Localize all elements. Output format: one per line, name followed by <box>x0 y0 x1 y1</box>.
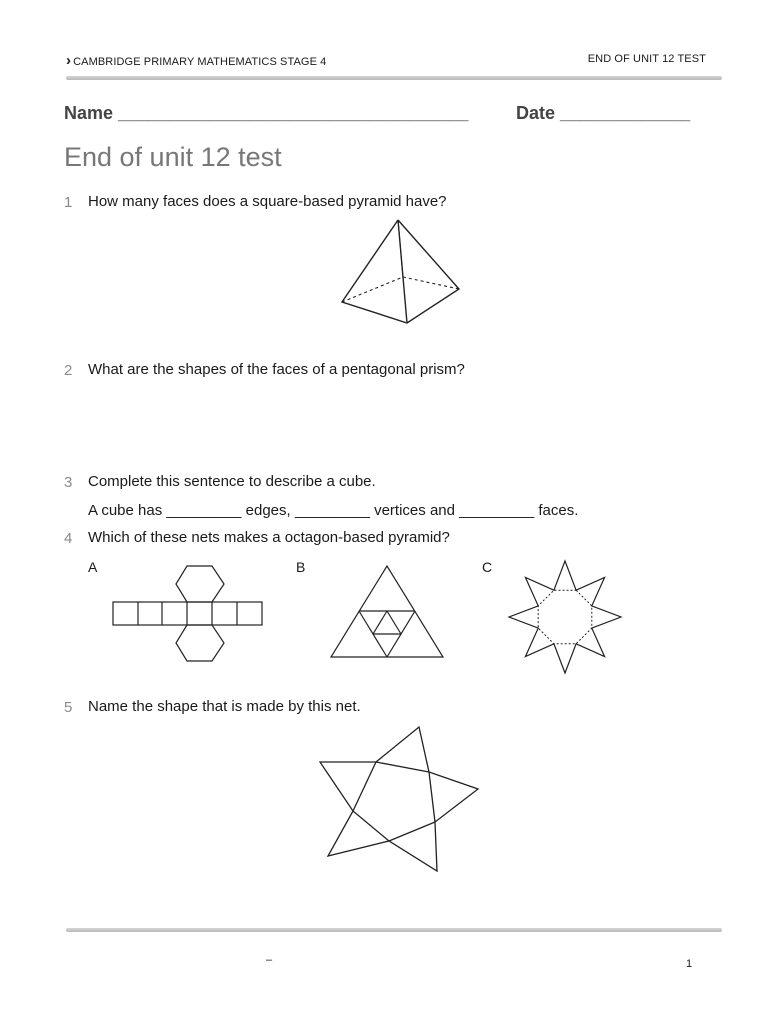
question-3-sentence: A cube has _________ edges, _________ vertices and _________ faces. <box>88 502 579 519</box>
chevron-right-icon: › <box>66 52 72 69</box>
option-a-label: A <box>88 559 98 575</box>
page-title: End of unit 12 test <box>64 142 282 172</box>
net-c-octagon-base <box>538 590 592 644</box>
question-3-number: 3 <box>64 474 73 491</box>
page-number: 1 <box>686 958 693 970</box>
footer-divider <box>66 928 722 932</box>
question-1-text: How many faces does a square-based pyramid have? <box>88 193 447 210</box>
header-right: END OF UNIT 12 TEST <box>587 53 706 65</box>
question-3-text: Complete this sentence to describe a cube. <box>88 473 376 490</box>
question-1-number: 1 <box>64 194 73 211</box>
question-4-text: Which of these nets makes a octagon-based pyramid? <box>88 529 450 546</box>
header-divider <box>66 76 722 80</box>
date-field: Date _____________ <box>516 103 691 123</box>
name-field: Name ___________________________________ <box>64 103 469 123</box>
question-2-number: 2 <box>64 362 73 379</box>
option-b-label: B <box>296 559 306 575</box>
net-c-star-outline <box>509 561 621 673</box>
question-5-text: Name the shape that is made by this net. <box>88 698 361 715</box>
question-5-number: 5 <box>64 699 73 716</box>
footer-center-mark: – <box>266 954 273 966</box>
question-2-text: What are the shapes of the faces of a pentagonal prism? <box>88 361 465 378</box>
option-c-label: C <box>482 559 493 575</box>
header-course: CAMBRIDGE PRIMARY MATHEMATICS STAGE 4 <box>73 56 327 68</box>
header-left <box>66 52 326 69</box>
question-4-number: 4 <box>64 530 73 547</box>
